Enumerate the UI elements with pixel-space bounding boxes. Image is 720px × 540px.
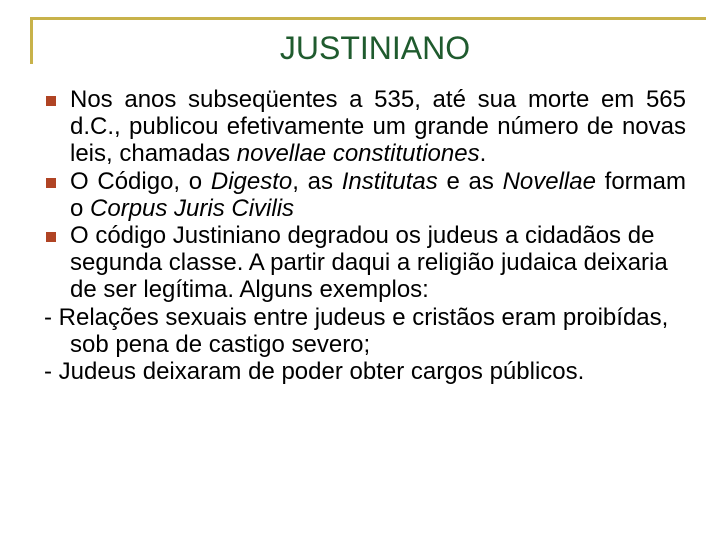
bullet-item-2: O Código, o Digesto, as Institutas e as Novellae formam o Corpus Juris Civilis (44, 168, 686, 222)
bullet-item-1: Nos anos subseqüentes a 535, até sua morte em 565 d.C., publicou efetivamente um grande número de novas leis, chamadas novellae constitutiones. (44, 86, 686, 168)
dash-item-1: - Relações sexuais entre judeus e cristãos eram proibídas, sob pena de castigo severo; (44, 303, 669, 358)
square-bullet-icon (46, 178, 56, 188)
dash-item-2: - Judeus deixaram de poder obter cargos públicos. (44, 358, 585, 386)
frame-top-line (30, 17, 706, 20)
slide-title: JUSTINIANO (279, 30, 471, 66)
square-bullet-icon (46, 232, 56, 242)
square-bullet-icon (46, 96, 56, 106)
slide-content (44, 86, 686, 385)
bullet-item-3: O código Justiniano degradou os judeus a cidadãos de segunda classe. A partir daqui a religião judaica deixaria de ser legítima. Alguns exemplos: (44, 222, 686, 304)
